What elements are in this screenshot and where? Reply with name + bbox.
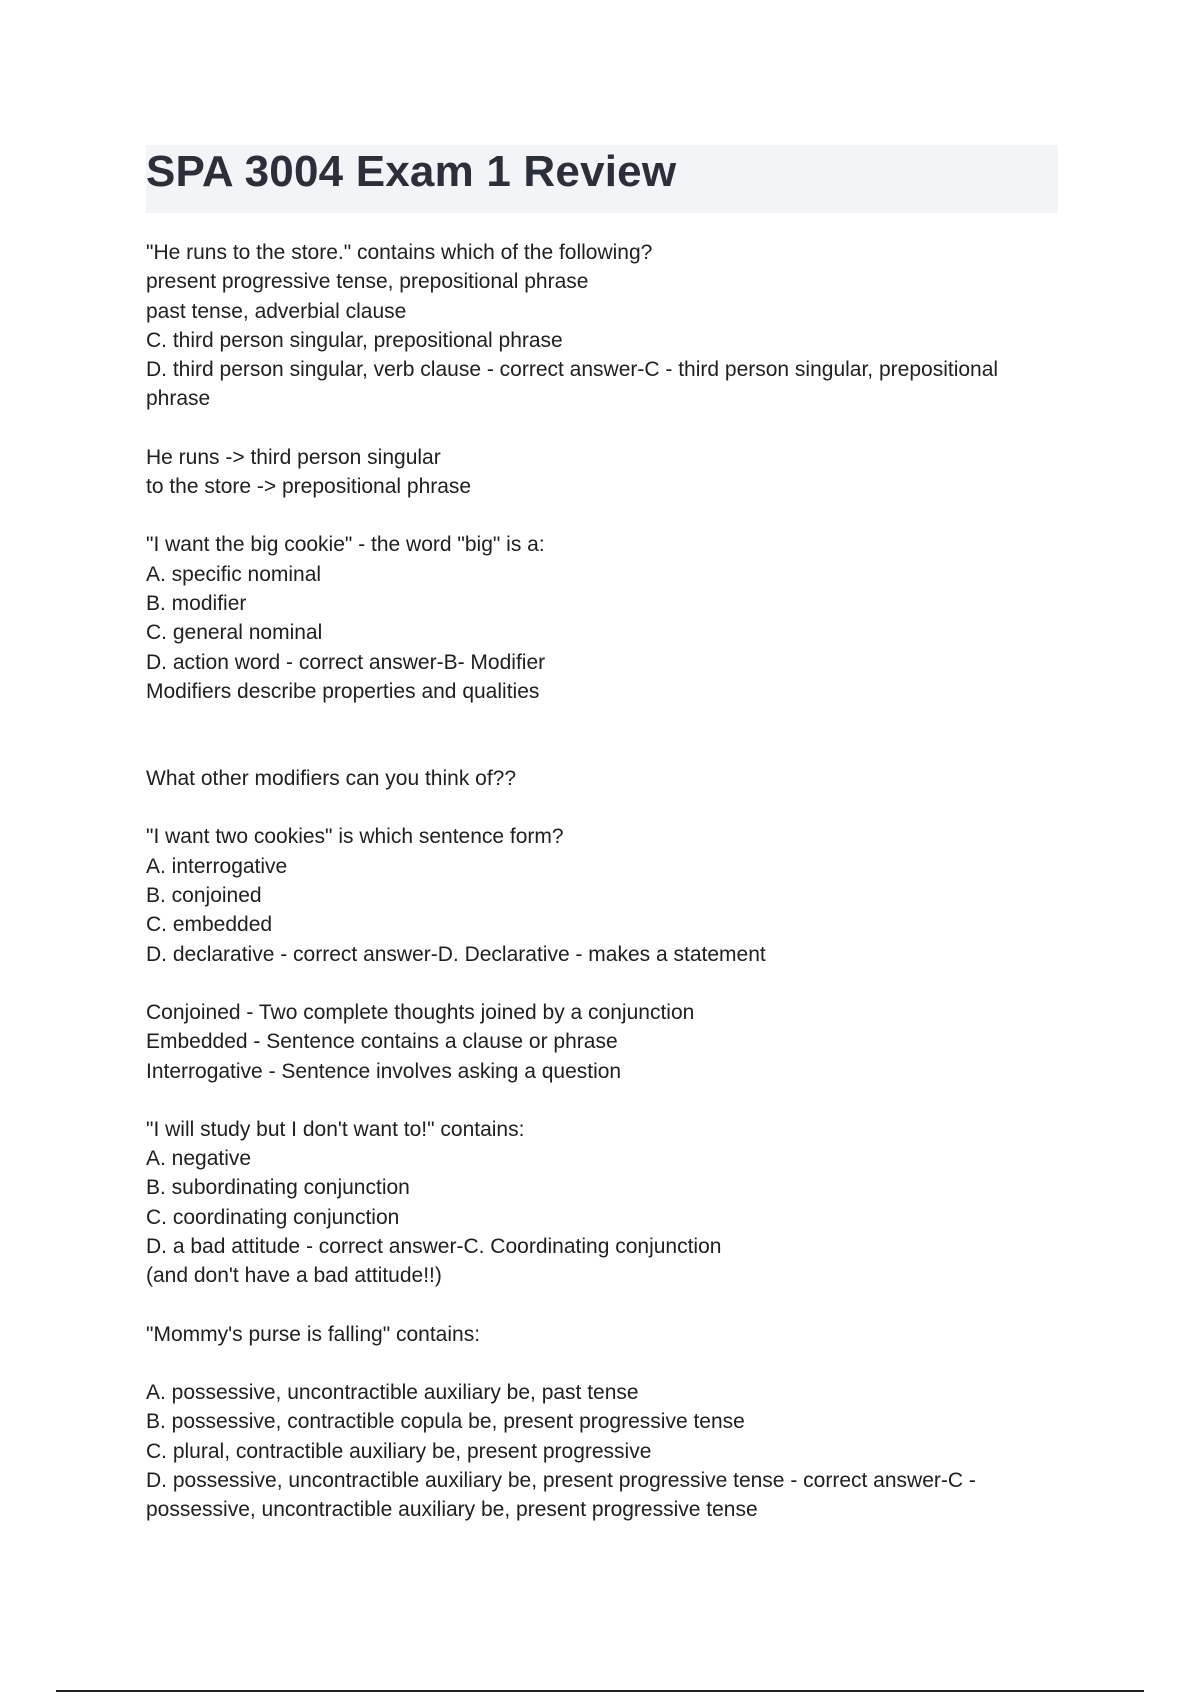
question-3-note-line-2: Embedded - Sentence contains a clause or phrase [146,1030,618,1054]
question-1-option-c: C. third person singular, prepositional phrase [146,328,563,352]
question-5-option-d-answer: D. possessive, uncontractible auxiliary be, present progressive tense - correct answer-C - possessive, uncontractible auxiliary be, present progressive tense [146,1468,982,1522]
question-5-option-a: A. possessive, uncontractible auxiliary be, past tense [146,1380,639,1404]
footer-divider [56,1690,1144,1692]
question-2-option-a: A. specific nominal [146,562,322,586]
question-3-prompt: "I want two cookies" is which sentence form? [146,825,564,849]
question-3-note-block [146,998,1066,1086]
question-4-option-a: A. negative [146,1147,252,1171]
question-1-block [146,238,1066,414]
question-5-option-b: B. possessive, contractible copula be, present progressive tense [146,1410,745,1434]
question-2-block [146,530,1066,706]
question-3-option-d-answer: D. declarative - correct answer-D. Declarative - makes a statement [146,942,766,966]
question-5-options-block [146,1378,1066,1524]
question-3-option-c: C. embedded [146,913,273,937]
question-1-prompt: "He runs to the store." contains which of the following? [146,241,653,264]
question-1-note-line-1: He runs -> third person singular [146,445,441,469]
question-2-explanation: Modifiers describe properties and qualities [146,679,540,703]
question-5-option-c: C. plural, contractible auxiliary be, present progressive [146,1439,652,1463]
question-3-option-a: A. interrogative [146,854,288,878]
question-4-aside: (and don't have a bad attitude!!) [146,1264,442,1288]
question-2-prompt: "I want the big cookie" - the word "big" is a: [146,533,545,557]
page-title: SPA 3004 Exam 1 Review [146,147,677,196]
question-3-block [146,822,1066,968]
question-4-option-c: C. coordinating conjunction [146,1205,400,1229]
question-1-option-2: past tense, adverbial clause [146,299,407,323]
question-3-note-line-3: Interrogative - Sentence involves asking a question [146,1059,622,1083]
question-4-prompt: "I will study but I don't want to!" contains: [146,1117,525,1141]
question-5-prompt: "Mommy's purse is falling" contains: [146,1322,481,1346]
question-2-option-d-answer: D. action word - correct answer-B- Modifier [146,650,546,674]
question-4-block [146,1115,1066,1291]
question-2-option-b: B. modifier [146,591,247,615]
question-1-note-line-2: to the store -> prepositional phrase [146,475,472,499]
document-content [146,238,1066,1553]
question-2-note-block [146,764,1066,793]
question-2-followup: What other modifiers can you think of?? [146,767,517,791]
question-3-note-line-1: Conjoined - Two complete thoughts joined by a conjunction [146,1000,695,1024]
question-4-option-b: B. subordinating conjunction [146,1176,410,1200]
question-1-option-d-answer: D. third person singular, verb clause - correct answer-C - third person singular, prepositional phrase [146,358,1004,411]
question-2-option-c: C. general nominal [146,621,323,645]
question-3-option-b: B. conjoined [146,884,262,908]
question-1-option-1: present progressive tense, prepositional phrase [146,270,589,294]
question-5-prompt-block [146,1320,1066,1349]
question-4-option-d-answer: D. a bad attitude - correct answer-C. Coordinating conjunction [146,1235,722,1259]
question-1-note-block [146,443,1066,502]
